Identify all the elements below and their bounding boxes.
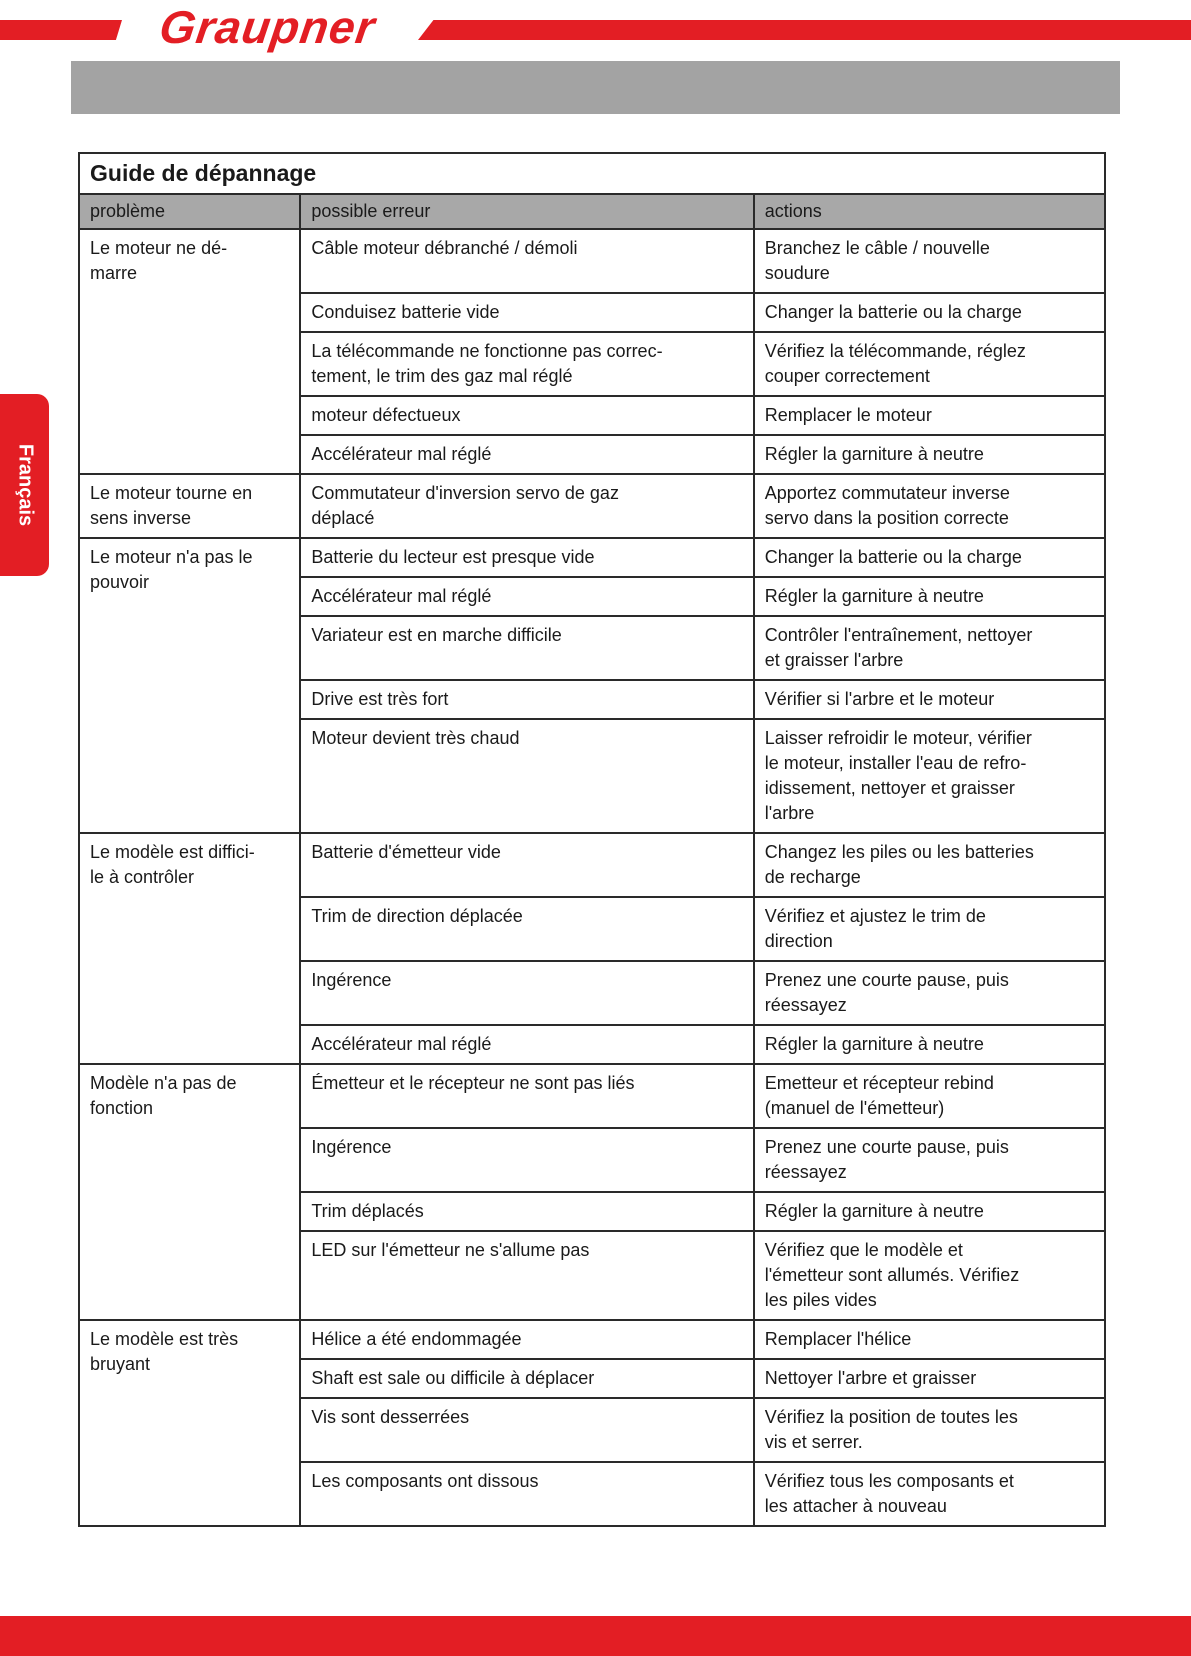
- error-cell: Accélérateur mal réglé: [300, 577, 753, 616]
- action-cell: Vérifiez et ajustez le trim de direction: [754, 897, 1105, 961]
- table-body: [79, 229, 1105, 1526]
- graupner-logo: Graupner: [156, 1, 379, 53]
- error-cell: Émetteur et le récepteur ne sont pas liés: [300, 1064, 753, 1128]
- error-cell: Shaft est sale ou difficile à déplacer: [300, 1359, 753, 1398]
- action-cell: Vérifiez tous les composants et les attacher à nouveau: [754, 1462, 1105, 1526]
- footer-bar: [0, 1616, 1191, 1656]
- action-cell: Vérifiez que le modèle et l'émetteur sont allumés. Vérifiez les piles vides: [754, 1231, 1105, 1320]
- problem-cell: Le moteur ne dé- marre: [79, 229, 300, 474]
- error-cell: Vis sont desserrées: [300, 1398, 753, 1462]
- table-row: [79, 833, 1105, 897]
- action-cell: Contrôler l'entraînement, nettoyer et graisser l'arbre: [754, 616, 1105, 680]
- column-header-actions: actions: [754, 194, 1105, 229]
- error-cell: Ingérence: [300, 961, 753, 1025]
- problem-cell: Le modèle est très bruyant: [79, 1320, 300, 1526]
- error-cell: Variateur est en marche difficile: [300, 616, 753, 680]
- action-cell: Prenez une courte pause, puis réessayez: [754, 961, 1105, 1025]
- language-tab-label: Français: [14, 443, 36, 527]
- column-header-problem: problème: [79, 194, 300, 229]
- problem-cell: Le moteur tourne en sens inverse: [79, 474, 300, 538]
- action-cell: Prenez une courte pause, puis réessayez: [754, 1128, 1105, 1192]
- action-cell: Vérifiez la télécommande, réglez couper correctement: [754, 332, 1105, 396]
- error-cell: Câble moteur débranché / démoli: [300, 229, 753, 293]
- action-cell: Remplacer l'hélice: [754, 1320, 1105, 1359]
- action-cell: Changer la batterie ou la charge: [754, 293, 1105, 332]
- troubleshooting-table: [78, 152, 1106, 1527]
- header-bar-left: [0, 20, 122, 40]
- action-cell: Nettoyer l'arbre et graisser: [754, 1359, 1105, 1398]
- error-cell: Commutateur d'inversion servo de gaz déplacé: [300, 474, 753, 538]
- error-cell: Batterie d'émetteur vide: [300, 833, 753, 897]
- error-cell: Drive est très fort: [300, 680, 753, 719]
- column-header-error: possible erreur: [300, 194, 753, 229]
- action-cell: Changez les piles ou les batteries de recharge: [754, 833, 1105, 897]
- action-cell: Vérifier si l'arbre et le moteur: [754, 680, 1105, 719]
- action-cell: Régler la garniture à neutre: [754, 1025, 1105, 1064]
- action-cell: Remplacer le moteur: [754, 396, 1105, 435]
- error-cell: Ingérence: [300, 1128, 753, 1192]
- error-cell: Trim de direction déplacée: [300, 897, 753, 961]
- table-title: Guide de dépannage: [79, 153, 1105, 194]
- action-cell: Vérifiez la position de toutes les vis et serrer.: [754, 1398, 1105, 1462]
- action-cell: Régler la garniture à neutre: [754, 577, 1105, 616]
- table-row: [79, 1064, 1105, 1128]
- error-cell: Batterie du lecteur est presque vide: [300, 538, 753, 577]
- error-cell: Accélérateur mal réglé: [300, 435, 753, 474]
- header-bar-right: [418, 20, 1191, 40]
- error-cell: La télécommande ne fonctionne pas correc- tement, le trim des gaz mal réglé: [300, 332, 753, 396]
- problem-cell: Modèle n'a pas de fonction: [79, 1064, 300, 1320]
- section-header-bar: [71, 61, 1120, 114]
- problem-cell: Le moteur n'a pas le pouvoir: [79, 538, 300, 833]
- table-row: [79, 229, 1105, 293]
- error-cell: Accélérateur mal réglé: [300, 1025, 753, 1064]
- error-cell: LED sur l'émetteur ne s'allume pas: [300, 1231, 753, 1320]
- error-cell: Trim déplacés: [300, 1192, 753, 1231]
- table-row: [79, 538, 1105, 577]
- error-cell: Hélice a été endommagée: [300, 1320, 753, 1359]
- problem-cell: Le modèle est diffici- le à contrôler: [79, 833, 300, 1064]
- action-cell: Régler la garniture à neutre: [754, 1192, 1105, 1231]
- error-cell: Conduisez batterie vide: [300, 293, 753, 332]
- table-row: [79, 474, 1105, 538]
- error-cell: moteur défectueux: [300, 396, 753, 435]
- action-cell: Régler la garniture à neutre: [754, 435, 1105, 474]
- action-cell: Changer la batterie ou la charge: [754, 538, 1105, 577]
- action-cell: Laisser refroidir le moteur, vérifier le moteur, installer l'eau de refro- idissement, nettoyer et graisser l'arbre: [754, 719, 1105, 833]
- action-cell: Branchez le câble / nouvelle soudure: [754, 229, 1105, 293]
- error-cell: Les composants ont dissous: [300, 1462, 753, 1526]
- table-row: [79, 1320, 1105, 1359]
- error-cell: Moteur devient très chaud: [300, 719, 753, 833]
- action-cell: Emetteur et récepteur rebind (manuel de l'émetteur): [754, 1064, 1105, 1128]
- action-cell: Apportez commutateur inverse servo dans la position correcte: [754, 474, 1105, 538]
- language-tab: [0, 394, 49, 576]
